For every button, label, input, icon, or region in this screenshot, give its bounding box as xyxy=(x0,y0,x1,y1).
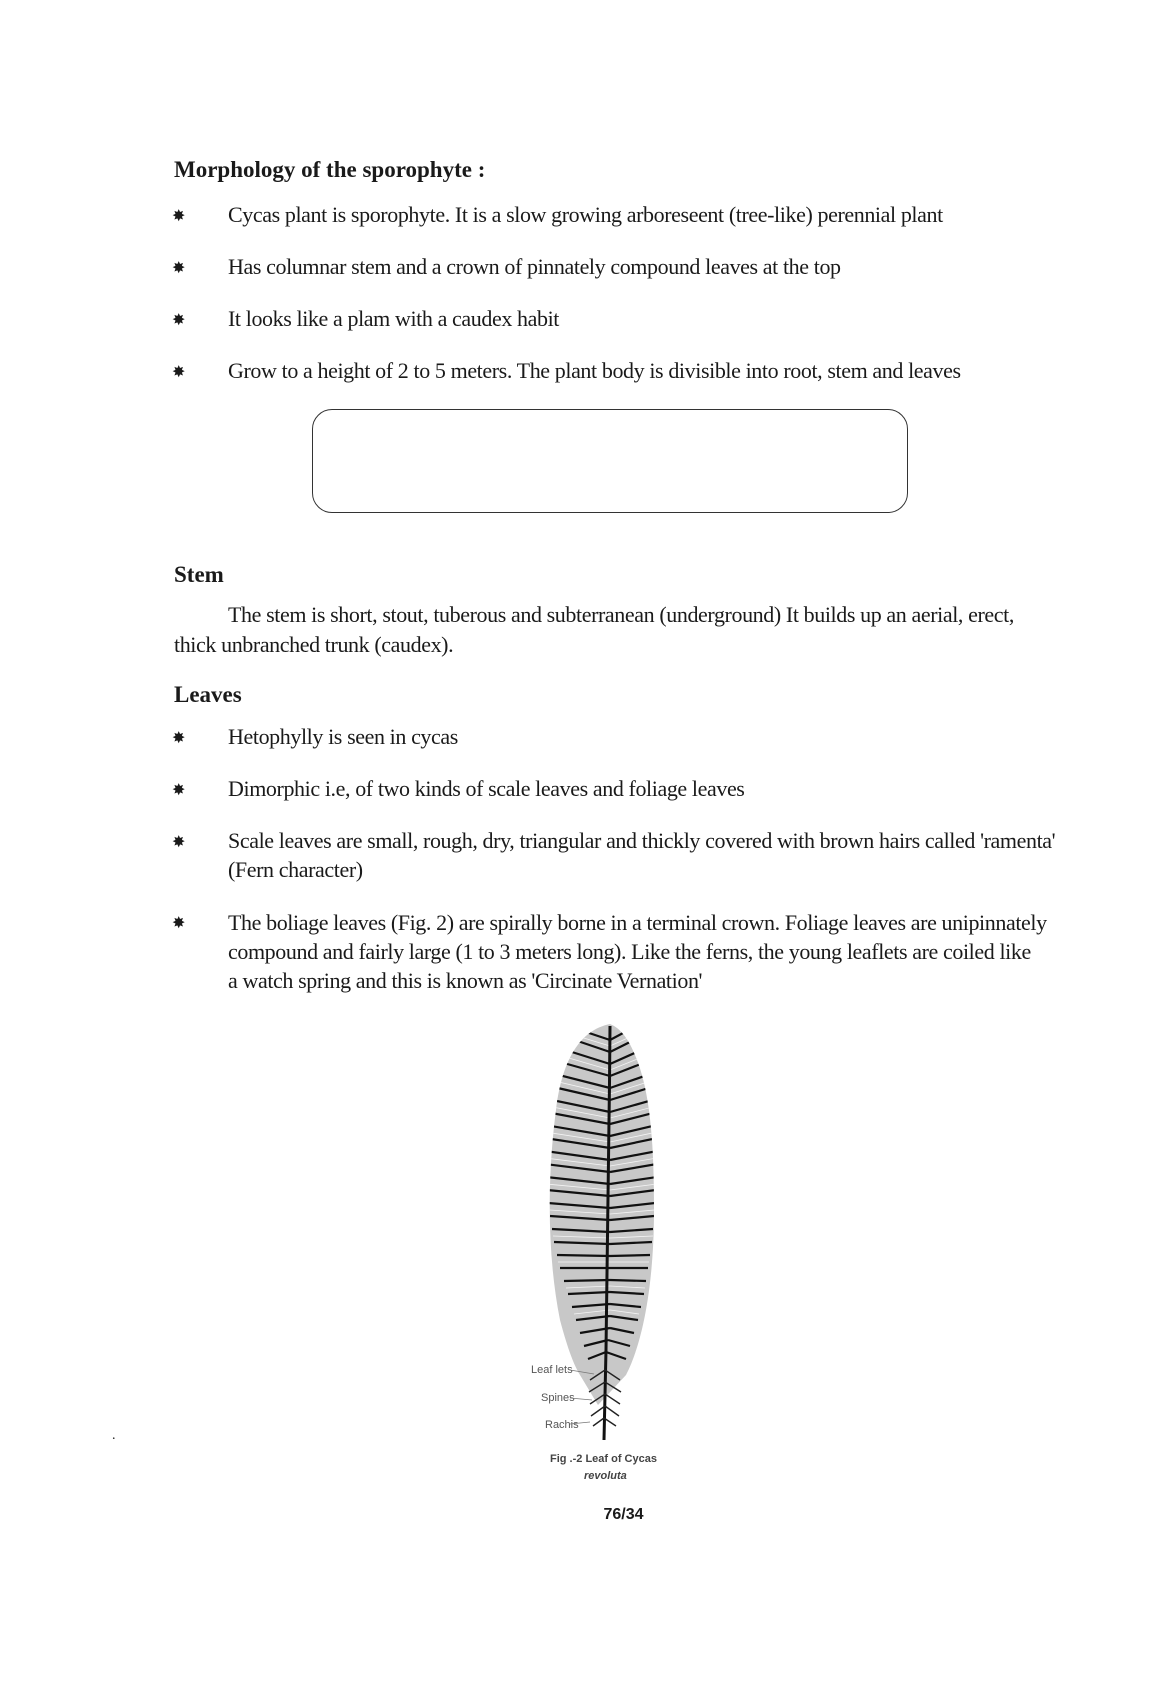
bullet-icon xyxy=(172,733,183,744)
list-item: The boliage leaves (Fig. 2) are spirally borne in a terminal crown. Foliage leaves are unipinnately xyxy=(228,910,1047,935)
bullet-icon xyxy=(172,211,183,222)
list-item-continuation: (Fern character) xyxy=(228,857,363,882)
figure-label-rachis: Rachis xyxy=(545,1419,579,1431)
list-item: Dimorphic i.e, of two kinds of scale leaves and foliage leaves xyxy=(228,776,745,801)
figure-leader-lines xyxy=(570,1360,610,1430)
list-item: Scale leaves are small, rough, dry, triangular and thickly covered with brown hairs called 'ramenta' xyxy=(228,828,1056,853)
stem-paragraph-line1: The stem is short, stout, tuberous and subterranean (underground) It builds up an aerial, erect, xyxy=(228,602,1014,627)
bullet-icon xyxy=(172,785,183,796)
section-heading-morphology: Morphology of the sporophyte : xyxy=(174,157,486,182)
bullet-icon xyxy=(172,367,183,378)
list-item: Has columnar stem and a crown of pinnately compound leaves at the top xyxy=(228,254,841,279)
list-item: Hetophylly is seen in cycas xyxy=(228,724,458,749)
page-number: 76/34 xyxy=(603,1506,644,1523)
list-item-continuation: compound and fairly large (1 to 3 meters long). Like the ferns, the young leaflets are coiled like xyxy=(228,939,1031,964)
bullet-icon xyxy=(172,918,183,929)
margin-mark: . xyxy=(112,1428,116,1443)
figure-label-leaflets: Leaf lets xyxy=(531,1364,573,1376)
bullet-icon xyxy=(172,263,183,274)
list-item: Cycas plant is sporophyte. It is a slow growing arboreseent (tree-like) perennial plant xyxy=(228,202,943,227)
figure-caption-line1: Fig .-2 Leaf of Cycas xyxy=(550,1453,657,1465)
list-item: It looks like a plam with a caudex habit xyxy=(228,306,560,331)
figure-label-spines: Spines xyxy=(541,1392,575,1404)
bullet-icon xyxy=(172,315,183,326)
bullet-icon xyxy=(172,837,183,848)
list-item: Grow to a height of 2 to 5 meters. The plant body is divisible into root, stem and leaves xyxy=(228,358,961,383)
section-heading-leaves: Leaves xyxy=(174,682,242,707)
stem-paragraph-line2: thick unbranched trunk (caudex). xyxy=(174,632,454,657)
figure-caption-line2: revoluta xyxy=(584,1470,627,1482)
section-heading-stem: Stem xyxy=(174,562,224,587)
caudex-definition-box xyxy=(312,409,908,513)
list-item-continuation: a watch spring and this is known as 'Circinate Vernation' xyxy=(228,968,703,993)
